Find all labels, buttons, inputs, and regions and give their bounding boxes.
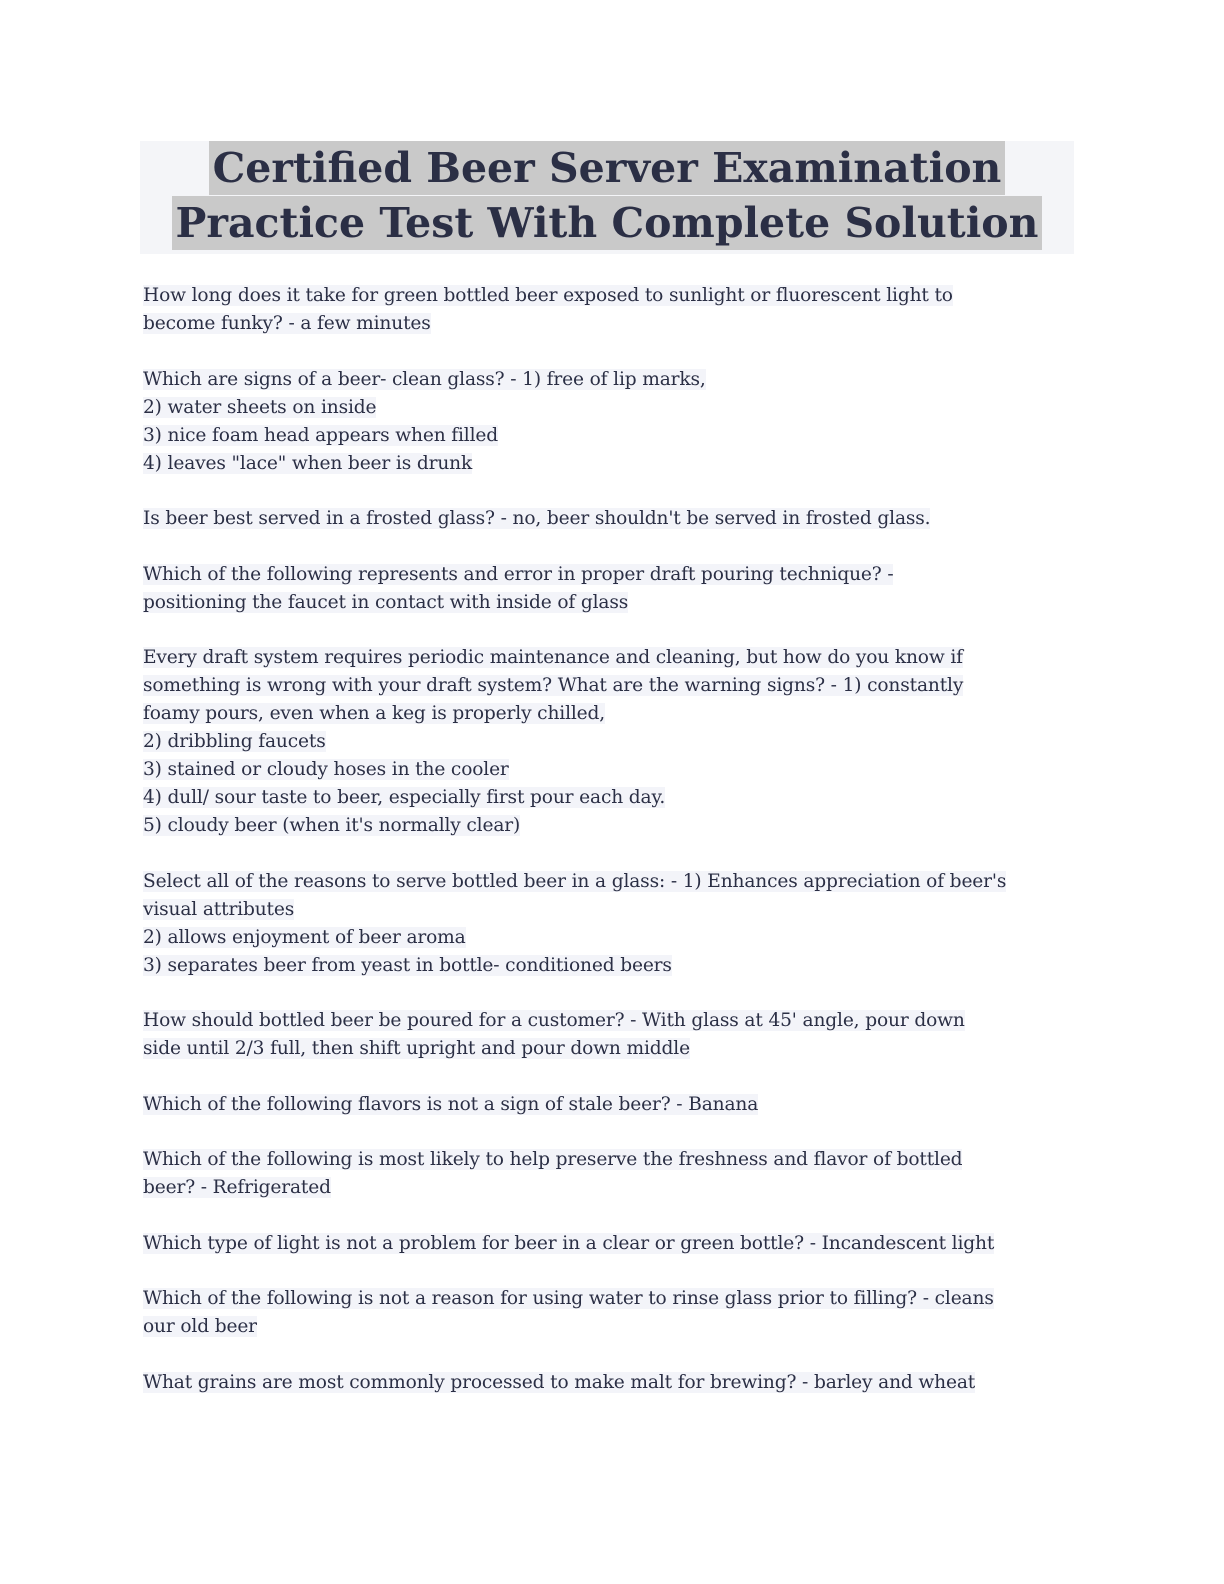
qa-text-line: Which of the following is not a reason for using water to rinse glass prior to filling? - cleans — [143, 1288, 994, 1309]
qa-text-line: 2) water sheets on inside — [143, 396, 377, 418]
title-line-2: Practice Test With Complete Solution — [172, 196, 1043, 250]
qa-text-line: Is beer best served in a frosted glass? - no, beer shouldn't be served in frosted glass. — [143, 508, 931, 529]
qa-item — [143, 282, 1083, 338]
qa-item — [143, 644, 1083, 840]
qa-item — [143, 868, 1083, 980]
qa-text-line: foamy pours, even when a keg is properly chilled, — [143, 703, 606, 724]
qa-item — [143, 1230, 1083, 1258]
document-title — [140, 141, 1074, 254]
qa-item — [143, 1146, 1083, 1202]
qa-text-line: 5) cloudy beer (when it's normally clear) — [143, 815, 521, 836]
qa-text-line: Which type of light is not a problem for beer in a clear or green bottle? - Incandescent light — [143, 1232, 995, 1254]
qa-text-line: positioning the faucet in contact with inside of glass — [143, 591, 629, 613]
qa-text-line: 3) nice foam head appears when filled — [143, 424, 499, 446]
qa-text-line: become funky? - a few minutes — [143, 313, 431, 334]
qa-text-line: beer? - Refrigerated — [143, 1177, 331, 1198]
qa-text-line: 4) leaves "lace" when beer is drunk — [143, 452, 473, 474]
qa-text-line: Which of the following is most likely to help preserve the freshness and flavor of bottled — [143, 1149, 963, 1170]
qa-text-line: How should bottled beer be poured for a customer? - With glass at 45' angle, pour down — [143, 1010, 965, 1031]
qa-item — [143, 1369, 1083, 1397]
qa-text-line: visual attributes — [143, 898, 295, 920]
qa-text-line: 3) stained or cloudy hoses in the cooler — [143, 759, 509, 780]
qa-list — [143, 282, 1083, 1424]
qa-text-line: 4) dull/ sour taste to beer, especially first pour each day. — [143, 787, 666, 808]
qa-text-line: our old beer — [143, 1316, 257, 1337]
qa-item — [143, 1091, 1083, 1119]
qa-text-line: something is wrong with your draft system? What are the warning signs? - 1) constantly — [143, 675, 964, 696]
qa-item — [143, 1007, 1083, 1063]
qa-text-line: What grains are most commonly processed to make malt for brewing? - barley and wheat — [143, 1371, 976, 1393]
qa-text-line: Select all of the reasons to serve bottled beer in a glass: - 1) Enhances appreciation of beer's — [143, 870, 1007, 892]
qa-item — [143, 505, 1083, 533]
qa-text-line: Which are signs of a beer- clean glass? - 1) free of lip marks, — [143, 368, 706, 390]
qa-text-line: 2) dribbling faucets — [143, 731, 326, 752]
qa-text-line: Every draft system requires periodic maintenance and cleaning, but how do you know if — [143, 647, 963, 668]
qa-text-line: Which of the following flavors is not a sign of stale beer? - Banana — [143, 1093, 759, 1115]
qa-text-line: 2) allows enjoyment of beer aroma — [143, 926, 466, 948]
qa-item — [143, 366, 1083, 478]
qa-text-line: side until 2/3 full, then shift upright and pour down middle — [143, 1038, 690, 1059]
qa-text-line: 3) separates beer from yeast in bottle- conditioned beers — [143, 954, 672, 976]
qa-text-line: How long does it take for green bottled beer exposed to sunlight or fluorescent light to — [143, 285, 953, 306]
title-line-1: Certified Beer Server Examination — [209, 141, 1006, 195]
qa-item — [143, 1285, 1083, 1341]
qa-item — [143, 561, 1083, 617]
qa-text-line: Which of the following represents and error in proper draft pouring technique? - — [143, 563, 894, 585]
